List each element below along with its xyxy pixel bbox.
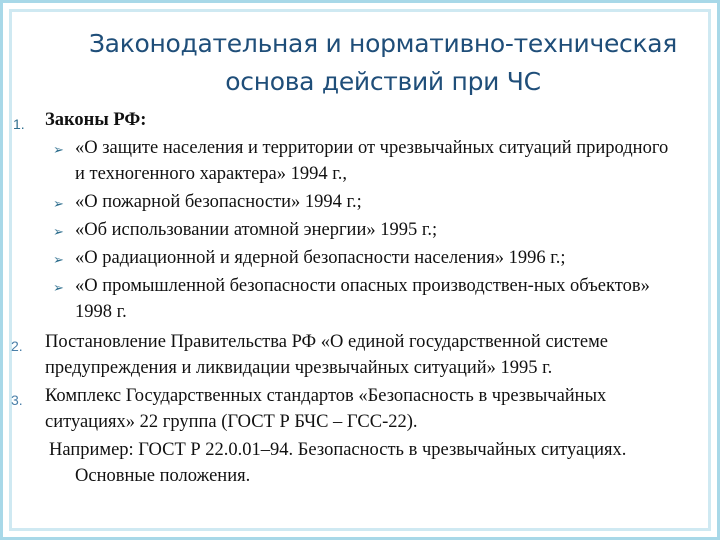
- section-3-line-2: ситуациях» 22 группа (ГОСТ Р БЧС – ГСС-22).: [45, 412, 418, 432]
- section-3-line-1: Комплекс Государственных стандартов «Безопасность в чрезвычайных: [45, 386, 607, 406]
- section-2-number: 2.: [11, 338, 23, 354]
- section-1-number: 1.: [13, 116, 25, 132]
- section-3-number: 3.: [11, 392, 23, 408]
- section-1-heading: Законы РФ:: [45, 110, 147, 130]
- arrow-right-icon: ➢: [53, 143, 64, 158]
- section-2-line-1: Постановление Правительства РФ «О единой государственной системе: [45, 332, 608, 352]
- law-item-1-line-2: и техногенного характера» 1994 г.,: [75, 164, 348, 184]
- law-item-5-line-1: «О промышленной безопасности опасных производствен-ных объектов»: [75, 276, 650, 296]
- law-item-1-line-1: «О защите населения и территории от чрезвычайных ситуаций природного: [75, 138, 669, 158]
- section-2-line-2: предупреждения и ликвидации чрезвычайных ситуаций» 1995 г.: [45, 358, 553, 378]
- slide-title: [43, 25, 720, 101]
- law-item-3: «Об использовании атомной энергии» 1995 г.;: [75, 220, 438, 240]
- section-3-example-line-1: Например: ГОСТ Р 22.0.01–94. Безопасность в чрезвычайных ситуациях.: [49, 440, 627, 460]
- arrow-right-icon: ➢: [53, 281, 64, 296]
- law-item-4: «О радиационной и ядерной безопасности населения» 1996 г.;: [75, 248, 566, 268]
- law-item-2: «О пожарной безопасности» 1994 г.;: [75, 192, 362, 212]
- arrow-right-icon: ➢: [53, 225, 64, 240]
- title-line-2: основа действий при ЧС: [225, 67, 541, 96]
- law-item-5-line-2: 1998 г.: [75, 302, 127, 322]
- title-line-1: Законодательная и нормативно-техническая: [88, 29, 678, 58]
- arrow-right-icon: ➢: [53, 253, 64, 268]
- section-3-example-line-2: Основные положения.: [75, 466, 251, 486]
- arrow-right-icon: ➢: [53, 197, 64, 212]
